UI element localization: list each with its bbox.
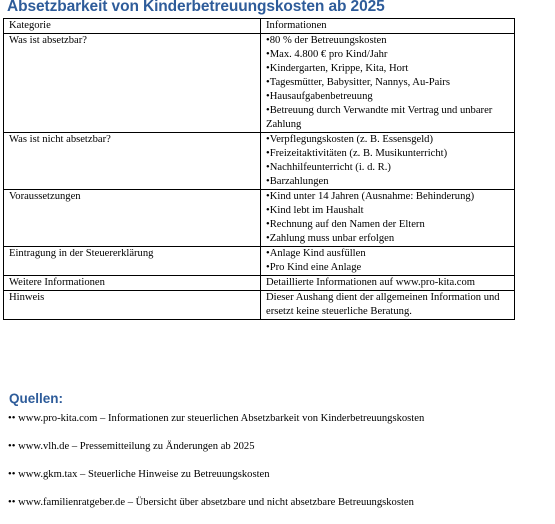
row-category: Was ist absetzbar? bbox=[4, 34, 261, 133]
list-item: • Kind lebt im Haushalt bbox=[266, 204, 510, 218]
table-row bbox=[4, 34, 515, 133]
source-item: • • www.familienratgeber.de – Übersicht über absetzbare und nicht absetzbare Betreuungskosten bbox=[8, 496, 553, 510]
list-item: • Betreuung durch Verwandte mit Vertrag und unbarer Zahlung bbox=[266, 104, 510, 132]
table-row bbox=[4, 133, 515, 190]
page-title: Absetzbarkeit von Kinderbetreuungskosten ab 2025 bbox=[7, 0, 385, 15]
table-row bbox=[4, 190, 515, 247]
list-item: • 80 % der Betreuungskosten bbox=[266, 34, 510, 48]
row-info-text: Dieser Aushang dient der allgemeinen Information und ersetzt keine steuerliche Beratung. bbox=[261, 291, 515, 320]
list-item: • Kindergarten, Krippe, Kita, Hort bbox=[266, 62, 510, 76]
list-item: • Zahlung muss unbar erfolgen bbox=[266, 232, 510, 246]
list-item: • Nachhilfeunterricht (i. d. R.) bbox=[266, 161, 510, 175]
list-item: • Rechnung auf den Namen der Eltern bbox=[266, 218, 510, 232]
source-item: • • www.pro-kita.com – Informationen zur steuerlichen Absetzbarkeit von Kinderbetreuungskosten bbox=[8, 412, 553, 426]
row-info bbox=[261, 190, 515, 247]
row-category: Eintragung in der Steuererklärung bbox=[4, 247, 261, 276]
row-category: Hinweis bbox=[4, 291, 261, 320]
row-category: Was ist nicht absetzbar? bbox=[4, 133, 261, 190]
list-item: • Tagesmütter, Babysitter, Nannys, Au-Pairs bbox=[266, 76, 510, 90]
row-info bbox=[261, 34, 515, 133]
row-info-text: Detaillierte Informationen auf www.pro-kita.com bbox=[261, 276, 515, 291]
table-header-row bbox=[4, 19, 515, 34]
list-item: • Pro Kind eine Anlage bbox=[266, 261, 510, 275]
list-item: • Barzahlungen bbox=[266, 175, 510, 189]
table-row bbox=[4, 291, 515, 320]
row-info bbox=[261, 247, 515, 276]
info-list bbox=[266, 34, 510, 132]
list-item: • Kind unter 14 Jahren (Ausnahme: Behinderung) bbox=[266, 190, 510, 204]
list-item: • Max. 4.800 € pro Kind/Jahr bbox=[266, 48, 510, 62]
sources-heading: Quellen: bbox=[9, 391, 64, 406]
table-row bbox=[4, 247, 515, 276]
list-item: • Freizeitaktivitäten (z. B. Musikunterricht) bbox=[266, 147, 510, 161]
table-row bbox=[4, 276, 515, 291]
source-item: • • www.vlh.de – Pressemitteilung zu Änderungen ab 2025 bbox=[8, 440, 553, 454]
info-list bbox=[266, 133, 510, 189]
row-category: Weitere Informationen bbox=[4, 276, 261, 291]
info-table bbox=[3, 18, 515, 320]
row-category: Voraussetzungen bbox=[4, 190, 261, 247]
list-item: • Hausaufgabenbetreuung bbox=[266, 90, 510, 104]
source-item: • • www.gkm.tax – Steuerliche Hinweise zu Betreuungskosten bbox=[8, 468, 553, 482]
info-list bbox=[266, 247, 510, 275]
column-header-informationen: Informationen bbox=[261, 19, 515, 34]
list-item: • Anlage Kind ausfüllen bbox=[266, 247, 510, 261]
row-info bbox=[261, 133, 515, 190]
column-header-category: Kategorie bbox=[4, 19, 261, 34]
info-list bbox=[266, 190, 510, 246]
sources-list bbox=[8, 412, 553, 524]
list-item: • Verpflegungskosten (z. B. Essensgeld) bbox=[266, 133, 510, 147]
